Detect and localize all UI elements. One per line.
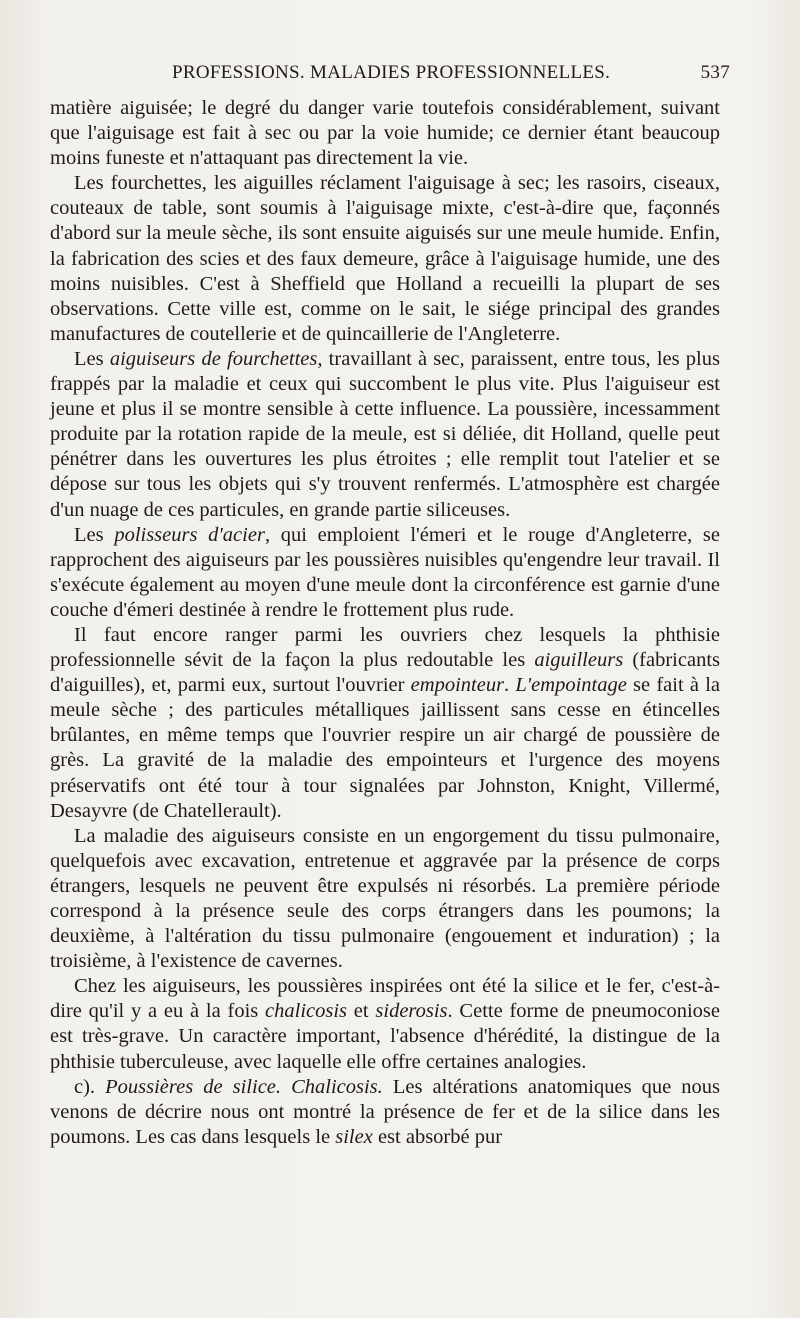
paragraph: La maladie des aiguiseurs consiste en un engorgement du tissu pulmonaire, quelquefois avec excavation, entretenue et aggravée par la présence de corps étrangers, lesquels ne peuvent être expulsés ni résorbés. La première période correspond à la présence seule des corps étrangers dans les poumons; la deuxième, à l'altération du tissu pulmonaire (engouement et induration) ; la troisième, à l'existence de cavernes. — [50, 824, 720, 973]
section-heading: Poussières de silice. Chalicosis. — [105, 1075, 383, 1098]
paragraph: Les polisseurs d'acier, qui emploient l'émeri et le rouge d'Angleterre, se rapprochent des aiguiseurs par les poussières nuisibles qu'engendre leur travail. Il s'exécute également au moyen d'une meule dont la circonférence est garnie d'une couche d'émeri destinée à rendre le frottement plus rude. — [50, 523, 720, 621]
paragraph: Les fourchettes, les aiguilles réclament l'aiguisage à sec; les rasoirs, ciseaux, couteaux de table, sont soumis à l'aiguisage mixte, c'est-à-dire que, façonnés d'abord sur la meule sèche, ils sont ensuite aiguisés sur une meule humide. Enfin, la fabrication des scies et des faux demeure, grâce à l'aiguisage humide, une des moins nuisibles. C'est à Sheffield que Holland a recueilli la plupart de ses observations. Cette ville est, comme on le sait, le siége principal des grandes manufactures de coutellerie et de quincaillerie de l'Angleterre. — [50, 172, 720, 345]
paragraph: Chez les aiguiseurs, les poussières inspirées ont été la silice et le fer, c'est-à-dire qu'il y a eu à la fois chalicosis et siderosis. Cette forme de pneumoconiose est très-grave. Un caractère important, l'absence d'hérédité, la distingue de la phthisie tuberculeuse, avec laquelle elle offre certaines analogies. — [50, 975, 720, 1073]
italic-term: empointeur — [410, 674, 505, 697]
page-header — [50, 62, 730, 92]
italic-term: siderosis — [375, 1000, 448, 1023]
body-text — [50, 96, 720, 1150]
paragraph: Les aiguiseurs de fourchettes, travaillant à sec, paraissent, entre tous, les plus frappés par la maladie et ceux qui succombent le plus vite. Plus l'aiguiseur est jeune et plus il se montre sensible à cette influence. La poussière, incessamment produite par la rotation rapide de la meule, est si déliée, dit Holland, quelle peut pénétrer dans les ouvertures les plus étroites ; elle remplit tout l'atelier et se dépose sur tous les objets qui s'y trouvent renfermés. L'atmosphère est chargée d'un nuage de ces particules, en grande partie siliceuses. — [50, 347, 720, 521]
page-number: 537 — [700, 62, 730, 83]
paragraph: c). Poussières de silice. Chalicosis. Les altérations anatomiques que nous venons de décrire nous ont montré la présence de fer et de la silice dans les poumons. Les cas dans lesquels le silex est absorbé pur — [50, 1075, 720, 1148]
italic-term: aiguilleurs — [534, 649, 624, 672]
paragraph: matière aiguisée; le degré du danger varie toutefois considérablement, suivant que l'aiguisage est fait à sec ou par la voie humide; ce dernier étant beaucoup moins funeste et n'attaquant pas directement la vie. — [50, 97, 720, 170]
italic-term: L'empointage — [515, 674, 627, 697]
paragraph: Il faut encore ranger parmi les ouvriers chez lesquels la phthisie professionnelle sévit de la façon la plus redoutable les aiguilleurs (fabricants d'aiguilles), et, parmi eux, surtout l'ouvrier empointeur. L'empointage se fait à la meule sèche ; des particules métalliques jaillissent sans cesse en étincelles brûlantes, en même temps que l'ouvrier respire un air chargé de poussière de grès. La gravité de la maladie des empointeurs et l'urgence des moyens préservatifs ont été tour à tour signalées par Johnston, Knight, Villermé, Desayvre (de Chatellerault). — [50, 623, 720, 822]
italic-term: chalicosis — [265, 1000, 348, 1023]
running-title: PROFESSIONS. MALADIES PROFESSIONNELLES. — [172, 62, 611, 83]
italic-term: polisseurs d'acier — [114, 523, 265, 546]
italic-term: silex — [335, 1125, 373, 1148]
italic-term: aiguiseurs de fourchettes — [109, 347, 318, 370]
